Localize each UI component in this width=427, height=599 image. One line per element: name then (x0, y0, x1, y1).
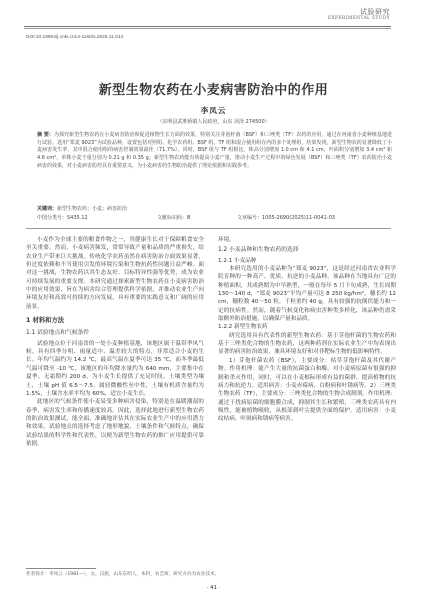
doi: DOI:10.19904/j.cnki.cn14-1160/s.2025.11.014 (26, 35, 124, 40)
document-code: 文献标识码：B (157, 215, 191, 221)
section-tag-en: EXPERIMENTAL STUDY (327, 16, 390, 21)
abstract-label: 摘 要： (37, 132, 54, 138)
author: 李凤云 (200, 106, 227, 115)
body-paragraph: 本研究选用的小麦品种为“郑麦 9023”，这是经过河南省农业科学院育种的一种高产、优质、抗逆的小麦品种，该品种在当地具有广泛的种植面积，其成熟期为中早熟型，一般在每年 5 月下旬成熟，生长周期 130～140 d，“郑麦 9023”平均产量可达 8 250 kg/hm²，穗长约 12 cm，穗粒数 40～50 粒，千粒重约 40 g，具有较强的抗倒伏能力和一定的抗病性。然而，随着气候变化和病虫害种类多样化，该品种仍需采取额外防治措施，以确保产量和品质。 (218, 266, 396, 323)
keywords (37, 205, 127, 212)
affiliation: （东明县武胜桥镇人民政府，山东 菏泽 274500） (157, 119, 270, 125)
header-rule-thin (24, 28, 391, 29)
abstract (37, 132, 392, 171)
running-header (328, 8, 390, 22)
intro-paragraph: 小麦作为全球主要的粮食作物之一，其健康生长对于保障粮食安全至关重要。然而，小麦病害频发，常常导致产量和品质的严重损失，给农业生产带来巨大挑战。传统化学农药虽然在病害防治方面效果显著，但过度依赖和不当使用引发的环境污染和生物抗药性问题日益严峻。面对这一挑战，生物农药以其生态友好、目标特异性强等优势，成为农业可持续发展的重要支撑。本研究通过探索新型生物农药在小麦病害防治中的应用效果，旨在为病害综合管理提供科学依据，并推动农业生产向环境友好和高效可持续的方向发展，具有重要的实践意义和广阔的应用前景。 (26, 237, 204, 310)
abstract-text: 为探究新型生物农药在小麦病害防治和促进植物生长方面的效果，特别关注芽孢杆菌（BSF）和三唑类（TF）农药的应用，通过在河南省小麦种植基地进行试验。选用“郑麦 9023”为试验品种，设置包括对照组、化学农药组、BSF 组、TF 组和混合使用组在内的多个处理组，结果发现，新型生物农药显著降低了小麦病害发生率，其中混合使用组的病害控制效果最佳（71.7%）。同时，BSF 组与 TF 组相比，株高分别增加 1.0 cm 和 4.1 cm，叶面积分别增加 3.4 cm² 和 4.6 cm²，单株小麦干重分别为 0.21 g 和 0.35 g。新型生物农药能有效提高小麦产量，推动小麦生产过程中的绿色发展（BSF）和三唑类（TF）农药防治小麦病害的效果，对小麦病害防控具有重要意义，为小麦病害的生物防治提供了理论依据和实践参考。 (37, 132, 392, 169)
classification-row (37, 214, 389, 221)
clc-number: 中图分类号：S435.12 (37, 215, 88, 221)
subsection-heading-1-2-2: 1.2.2 新型生物农药 (218, 324, 268, 331)
page-number: · 41 · (206, 585, 221, 591)
author-footnote: 作者简介：李凤云（1981—），女，汉族，山东东明人，本科，农艺师，研究方向为农业技术。 (26, 572, 220, 577)
body-paragraph: 试验地点位于河南省的一处小麦种植基地，该地区属于温带季风气候，具有四季分明、雨量适中、温差较大的特点，非常适合小麦的生长。年均气温约为 14.2 ℃，最高气温在夏季可达 35 ℃，而冬季最低气温可降至 -10 ℃，该地区的年均降水量约为 640 mm，主要集中在夏季。无霜期约 200 d，为小麦生长提供了充足时间。土壤类型为壤土，土壤 pH 值 6.5～7.5，属轻微酸性至中性，土壤有机质含量约为 1.5%，土壤含水率平均为 60%，适宜小麦生长。 (26, 340, 204, 397)
body-paragraph: 研究选用具有代表性的新型生物农药：基于芽孢杆菌的生物农药和基于三唑类化合物的生物农药，这两种药剂在实际农业生产中均表现出显著的病害防治效果，兼具环境友好和对非靶标生物的低影响特性。 (218, 332, 396, 356)
article-title: 新型生物农药在小麦病害防治中的作用 (98, 83, 329, 98)
body-paragraph: 1）芽孢杆菌农药（BSF），主要成分：枯草芽孢杆菌及其代谢产物。作用机理：能产生大量的抗菌蛋白和酶，对小麦病原菌有很强的抑制和杀灭作用，同时，可以在小麦根际形成有益的菌群，提高植物的抗病力和抗逆力。适用病害：小麦赤霉病、白粉病和叶锈病等。2）三唑类生物农药（TF），主要成分：三唑类化合物的生物合成制剂。作用机理：通过干扰病原菌的细胞膜合成，抑制其生长和繁殖，三唑类农药具有内吸性，能被植物吸收，从根部到叶尖提供全面的保护。适用病害：小麦纹枯病、叶斑病和锈病等病害。 (218, 357, 396, 423)
body-rule (26, 228, 391, 229)
section-heading-1: 1 材料和方法 (26, 317, 65, 325)
subsection-heading-1-2-1: 1.2.1 小麦品种 (218, 257, 257, 264)
left-column (26, 236, 204, 448)
keywords-text: 新型生物农药；小麦；病害防治 (57, 206, 128, 212)
body-paragraph: 环境。 (218, 237, 235, 243)
article-number: 文章编号：1005-2690(2025)11-0041-03 (237, 215, 335, 221)
body-paragraph: 此地区的气候条件使小麦易受多种病害侵染，特别是在温暖潮湿的春季，病害发生率和传播速度较高。因此，选择此地进行新型生物农药的防治效果测试，能全面、准确地评估其在实际农业生产中的应用潜力和效果。试验地点的选择考虑了地形地貌、土壤条件和气候特点，确保试验结果的科学性和代表性，以便为新型生物农药的推广应用提供可靠依据。 (26, 399, 204, 447)
footnote-rule (26, 568, 96, 569)
keywords-label: 关键词： (37, 206, 58, 212)
subsection-heading-1-1: 1.1 试验地点和气候条件 (26, 330, 90, 337)
right-column (218, 236, 396, 424)
section-tag: 试验研究 (360, 8, 390, 16)
subsection-heading-1-2: 1.2 小麦品种和生物农药的选择 (218, 247, 299, 254)
